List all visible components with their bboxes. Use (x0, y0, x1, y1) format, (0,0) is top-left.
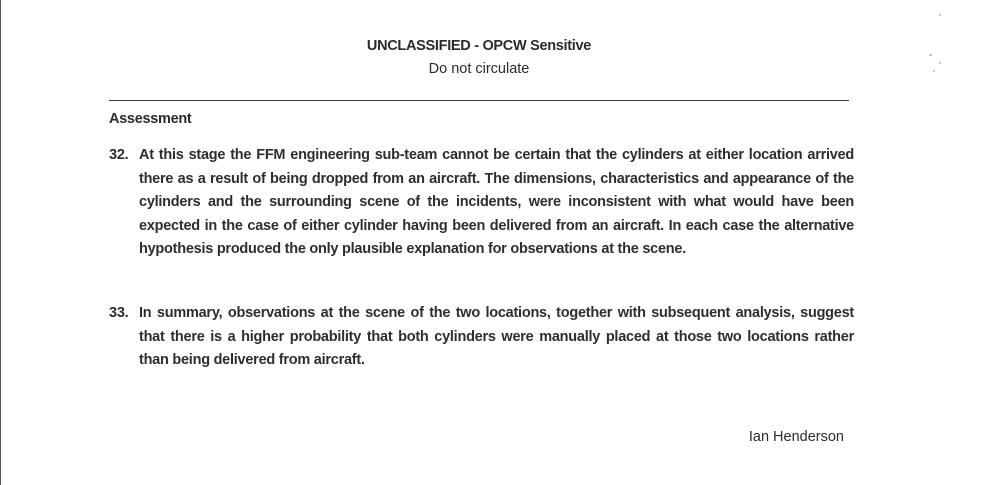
paragraph-number: 33. (109, 305, 129, 321)
paragraph-number: 32. (109, 147, 129, 163)
classification-label: UNCLASSIFIED - OPCW Sensitive (366, 38, 592, 54)
paragraph-text: In summary, observations at the scene of the two locations, together with subsequent analysis, suggest that there is a higher probability that both cylinders were manually placed at those two locations rather than being delivered from aircraft. (139, 305, 854, 369)
paragraph-text: At this stage the FFM engineering sub-team cannot be certain that the cylinders at either location arrived there as a result of being dropped from an aircraft. The dimensions, characteristics and appearance of the cylinders and the surrounding scene of the incidents, were inconsistent with what would have been expected in the case of either cylinder having been delivered from an aircraft. In each case the alternative hypothesis produced the only plausible explanation for observations at the scene. (139, 147, 854, 258)
paragraph-32 (109, 144, 854, 262)
signature-name: Ian Henderson (748, 429, 844, 445)
circulation-notice: Do not circulate (428, 61, 530, 77)
section-heading: Assessment (109, 111, 192, 127)
scan-specks (927, 10, 947, 80)
paragraph-33 (109, 302, 854, 373)
page-left-edge (0, 0, 1, 485)
header-divider (109, 100, 849, 101)
document-header (109, 37, 849, 78)
